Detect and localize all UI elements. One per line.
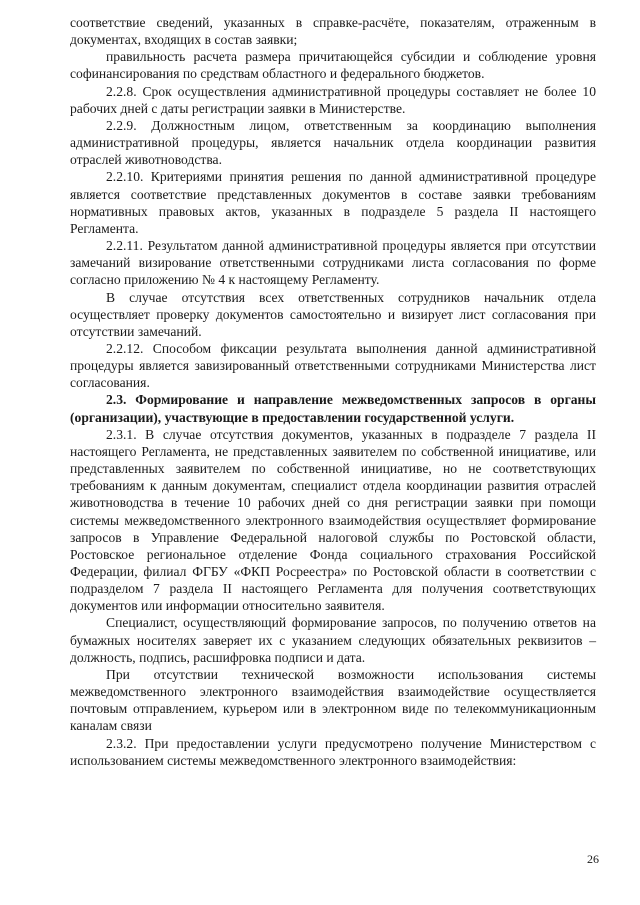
paragraph-2-3-2: 2.3.2. При предоставлении услуги предусмотрено получение Министерством с использованием системы межведомственного электронного взаимодействия:: [70, 735, 596, 768]
paragraph-2-2-8: 2.2.8. Срок осуществления административной процедуры составляет не более 10 рабочих дней с даты регистрации заявки в Министерстве.: [70, 83, 596, 116]
paragraph-2-2-12: 2.2.12. Способом фиксации результата выполнения данной административной процедуры является завизированный ответственными сотрудниками Министерства лист согласования.: [70, 340, 596, 391]
document-page: [70, 14, 596, 769]
paragraph-no-technical: При отсутствии технической возможности использования системы межведомственного электронного взаимодействия взаимодействие осуществляется почтовым отправлением, курьером или в электронном виде по телекоммуникационным каналам связи: [70, 666, 596, 734]
paragraph-absence-staff: В случае отсутствия всех ответственных сотрудников начальник отдела осуществляет проверку документов самостоятельно и визирует лист согласования при отсутствии замечаний.: [70, 289, 596, 339]
paragraph-2-2-9: 2.2.9. Должностным лицом, ответственным за координацию выполнения административной процедуры, является начальник отдела координации развития отраслей животноводства.: [70, 117, 596, 168]
paragraph-2-2-10: 2.2.10. Критериями принятия решения по данной административной процедуре является соответствие представленных документов в составе заявки требованиям нормативных правовых актов, указанных в подразделе 5 раздела II настоящего Регламента.: [70, 169, 596, 236]
paragraph-2-3-1: 2.3.1. В случае отсутствия документов, указанных в подразделе 7 раздела II настоящего Регламента, не представленных заявителем по собственной инициативе, или представленных заявителем по собственной инициативе, но не соответствующих требованиям к данным документам, специалист отдела координации развития отраслей животноводства в течение 10 рабочих дней со дня регистрации заявки при помощи системы межведомственного электронного взаимодействия осуществляет формирование запросов в Управление Федеральной налоговой службы по Ростовской области, Ростовское региональное отделение Фонда социального страхования Российской Федерации, филиал ФГБУ «ФКП Росреестра» по Ростовской области в соответствии с подразделом 7 раздела II настоящего Регламента для получения соответствующих документов или информации относительно заявителя.: [70, 426, 596, 614]
paragraph-specialist: Специалист, осуществляющий формирование запросов, по получению ответов на бумажных носителях заверяет их с указанием следующих обязательных реквизитов – должность, подпись, расшифровка подписи и дата.: [70, 615, 596, 665]
page-number: 26: [587, 852, 599, 866]
section-heading-2-3: 2.3. Формирование и направление межведомственных запросов в органы (организации), участвующие в предоставлении государственной услуги.: [70, 392, 596, 425]
paragraph-validation-2: правильность расчета размера причитающейся субсидии и соблюдение уровня софинансирования по средствам областного и федерального бюджетов.: [70, 49, 596, 82]
paragraph-2-2-11: 2.2.11. Результатом данной административной процедуры является при отсутствии замечаний визирование ответственными сотрудниками листа согласования по форме согласно приложению № 4 к настоящему Регламенту.: [70, 238, 596, 288]
paragraph-validation-1: соответствие сведений, указанных в справке-расчёте, показателям, отраженным в документах, входящих в состав заявки;: [70, 15, 596, 48]
